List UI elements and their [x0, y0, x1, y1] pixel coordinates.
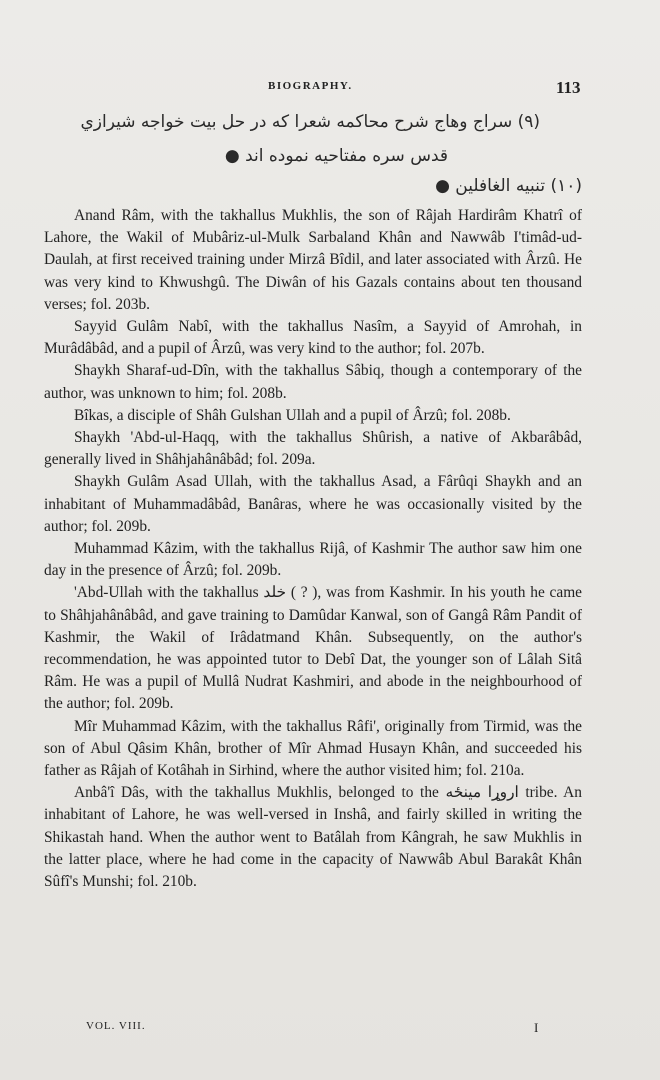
page-footer [0, 1020, 660, 1040]
entry-paragraph: Bîkas, a disciple of Shâh Gulshan Ullah and a pupil of Ârzû; fol. 208b. [74, 406, 511, 424]
entry-paragraph: Sayyid Gulâm Nabî, with the takhallus Nasîm, a Sayyid of Amrohah, in Murâdâbâd, and a pupil of Ârzû, was very kind to the author; fol. 207b. [44, 318, 582, 358]
entry-paragraph: Shaykh Gulâm Asad Ullah, with the takhallus Asad, a Fârûqi Shaykh and an inhabitant of Muhammadâbâd, Banâras, where he was occasionally visited by the author; fol. 209b. [44, 473, 582, 535]
volume-label: VOL. VIII. [86, 1020, 146, 1032]
entry-paragraph: Anbâ'î Dâs, with the takhallus Mukhlis, belonged to the اروړا مینځه tribe. An inhabitant of Lahore, he was well-versed in Inshâ, and fairly skilled in writing the Shikastah hand. When the author went to Batâlah from Kângrah, he saw Mukhlis in the latter place, where he had come in the capacity of Nawwâb Abul Barakât Khân Sûfî's Munshi; fol. 210b. [44, 784, 582, 891]
arabic-title-line-3: (١٠) تنبيه الغافلين ● [435, 176, 582, 196]
entry-paragraph: Shaykh 'Abd-ul-Haqq, with the takhallus Shûrish, a native of Akbarâbâd, generally lived in Shâhjahânâbâd; fol. 209a. [44, 429, 582, 469]
body-text [44, 205, 582, 893]
entry-paragraph: 'Abd-Ullah with the takhallus خلد ( ? ), was from Kashmir. In his youth he came to Shâhjahânâbâd, and gave training to Damûdar Kanwal, son of Gangâ Râm Pandit of Kashmir, the Wakil of Irâdatmand Khân. Subsequently, on the author's recommendation, he was appointed tutor to Debî Dat, the younger son of Lâlah Sitâ Râm. He was a pupil of Mullâ Nudrat Kashmiri, and abode in the neighbourhood of the author; fol. 209b. [44, 584, 583, 713]
page-number: 113 [556, 78, 581, 97]
running-head: BIOGRAPHY. [268, 80, 353, 92]
entry-paragraph: Muhammad Kâzim, with the takhallus Rijâ, of Kashmir The author saw him one day in the presence of Ârzû; fol. 209b. [44, 540, 582, 580]
entry-paragraph: Anand Râm, with the takhallus Mukhlis, the son of Râjah Hardirâm Khatrî of Lahore, the Wakil of Mubâriz-ul-Mulk Sarbaland Khân and Nawwâb I'timâd-ud-Daulah, at first received training under Mirzâ Bîdil, and later associated with Ârzû. He was very kind to Khwushgû. The Diwân of his Gazals contains about ten thousand verses; fol. 203b. [44, 207, 582, 313]
arabic-title-line-2: قدس سره مفتاحيه نموده اند ● [224, 146, 448, 166]
signature-mark: I [534, 1020, 539, 1035]
arabic-title-line-1: (٩) سراج وهاج شرح محاكمه شعرا كه در حل بيت خواجه شيرازي [80, 112, 540, 132]
entry-paragraph: Shaykh Sharaf-ud-Dîn, with the takhallus Sâbiq, though a contemporary of the author, was unknown to him; fol. 208b. [44, 362, 582, 402]
entry-paragraph: Mîr Muhammad Kâzim, with the takhallus Râfi', originally from Tirmid, was the son of Abul Qâsim Khân, brother of Mîr Ahmad Husayn Khân, and succeeded his father as Râjah of Kotâhah in Sirhind, where the author visited him; fol. 210a. [44, 717, 582, 780]
page-header [0, 78, 660, 100]
